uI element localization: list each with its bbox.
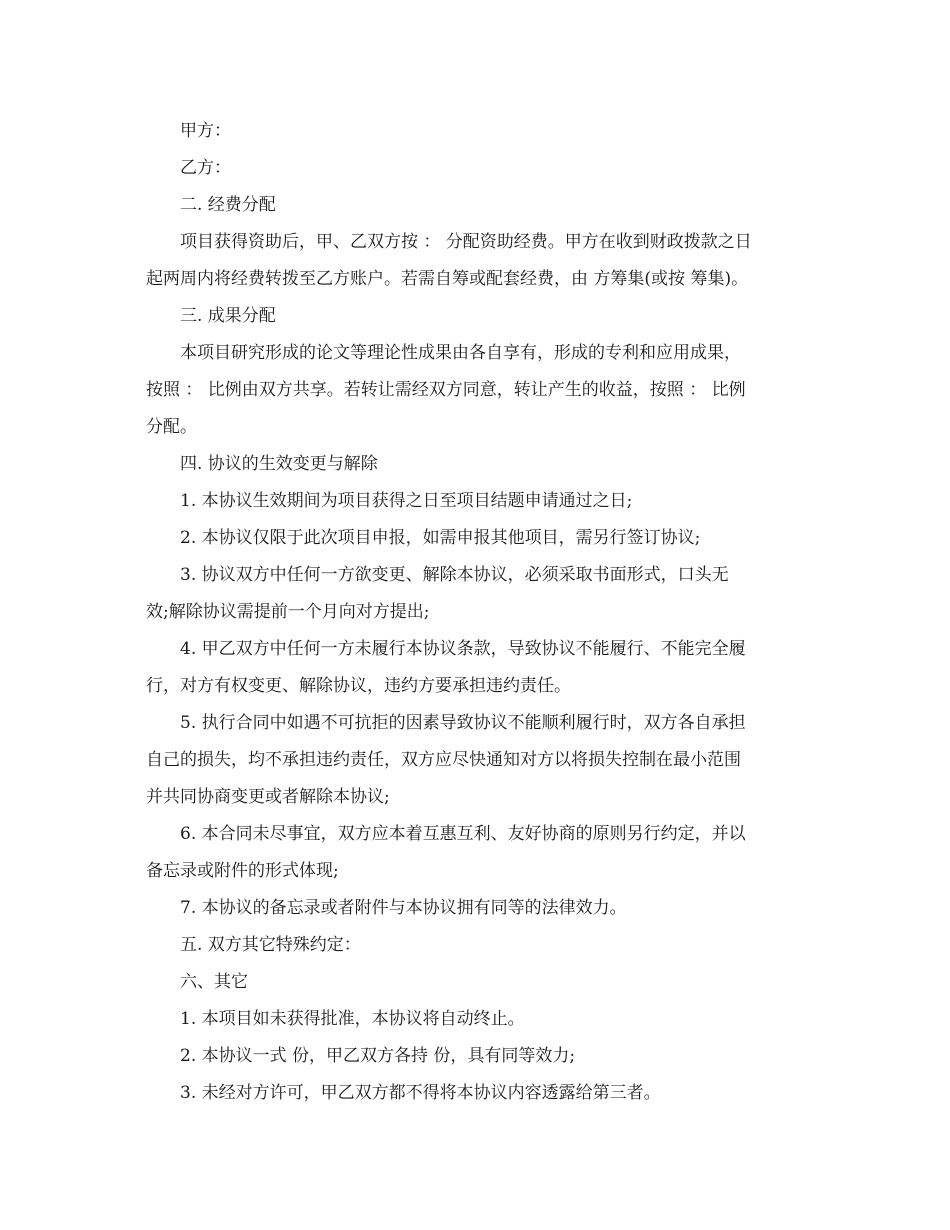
- paragraph: [146, 927, 806, 964]
- paragraph: [146, 446, 806, 483]
- paragraph: [146, 298, 806, 335]
- paragraph: [146, 1038, 806, 1075]
- paragraph: [146, 520, 806, 557]
- paragraph: [146, 113, 806, 150]
- text-line: 本项目研究形成的论文等理论性成果由各自享有，形成的专利和应用成果，: [180, 343, 741, 363]
- text-line: 备忘录或附件的形式体现;: [146, 861, 339, 881]
- text-line: 二. 经费分配: [180, 195, 276, 215]
- document-body: [146, 113, 806, 1112]
- paragraph: [146, 483, 806, 520]
- paragraph: [146, 335, 806, 446]
- paragraph: [146, 150, 806, 187]
- paragraph: [146, 187, 806, 224]
- paragraph: [146, 705, 806, 816]
- text-line: 三. 成果分配: [180, 306, 276, 326]
- text-line: 甲方：: [180, 121, 231, 141]
- text-line: 1. 本协议生效期间为项目获得之日至项目结题申请通过之日;: [180, 491, 633, 511]
- text-line: 项目获得资助后，甲、乙双方按 ： 分配资助经费。甲方在收到财政拨款之日: [180, 232, 752, 252]
- text-line: 并共同协商变更或者解除本协议;: [146, 787, 390, 807]
- paragraph: [146, 816, 806, 890]
- text-line: 3. 未经对方许可，甲乙双方都不得将本协议内容透露给第三者。: [180, 1083, 661, 1103]
- text-line: 起两周内将经费转拨至乙方账户。若需自筹或配套经费，由 方筹集(或按 筹集)。: [146, 269, 749, 289]
- paragraph: [146, 890, 806, 927]
- paragraph: [146, 964, 806, 1001]
- paragraph: [146, 557, 806, 631]
- text-line: 行，对方有权变更、解除协议，违约方要承担违约责任。: [146, 676, 571, 696]
- paragraph: [146, 224, 806, 298]
- text-line: 六、其它: [180, 972, 248, 992]
- text-line: 效;解除协议需提前一个月向对方提出;: [146, 602, 430, 622]
- text-line: 3. 协议双方中任何一方欲变更、解除本协议，必须采取书面形式，口头无: [180, 565, 729, 585]
- text-line: 分配。: [146, 417, 197, 437]
- text-line: 乙方：: [180, 158, 231, 178]
- paragraph: [146, 631, 806, 705]
- text-line: 自己的损失，均不承担违约责任，双方应尽快通知对方以将损失控制在最小范围: [146, 750, 741, 770]
- text-line: 五. 双方其它特殊约定：: [180, 935, 361, 955]
- text-line: 2. 本协议一式 份，甲乙双方各持 份，具有同等效力;: [180, 1046, 576, 1066]
- text-line: 4. 甲乙双方中任何一方未履行本协议条款，导致协议不能履行、不能完全履: [180, 639, 746, 659]
- text-line: 7. 本协议的备忘录或者附件与本协议拥有同等的法律效力。: [180, 898, 627, 918]
- text-line: 6. 本合同未尽事宜，双方应本着互惠互利、友好协商的原则另行约定，并以: [180, 824, 746, 844]
- paragraph: [146, 1001, 806, 1038]
- text-line: 四. 协议的生效变更与解除: [180, 454, 378, 474]
- text-line: 5. 执行合同中如遇不可抗拒的因素导致协议不能顺利履行时，双方各自承担: [180, 713, 746, 733]
- text-line: 按照 ： 比例由双方共享。若转让需经双方同意，转让产生的收益，按照 ： 比例: [146, 380, 746, 400]
- text-line: 2. 本协议仅限于此次项目申报，如需申报其他项目，需另行签订协议;: [180, 528, 701, 548]
- text-line: 1. 本项目如未获得批准，本协议将自动终止。: [180, 1009, 525, 1029]
- paragraph: [146, 1075, 806, 1112]
